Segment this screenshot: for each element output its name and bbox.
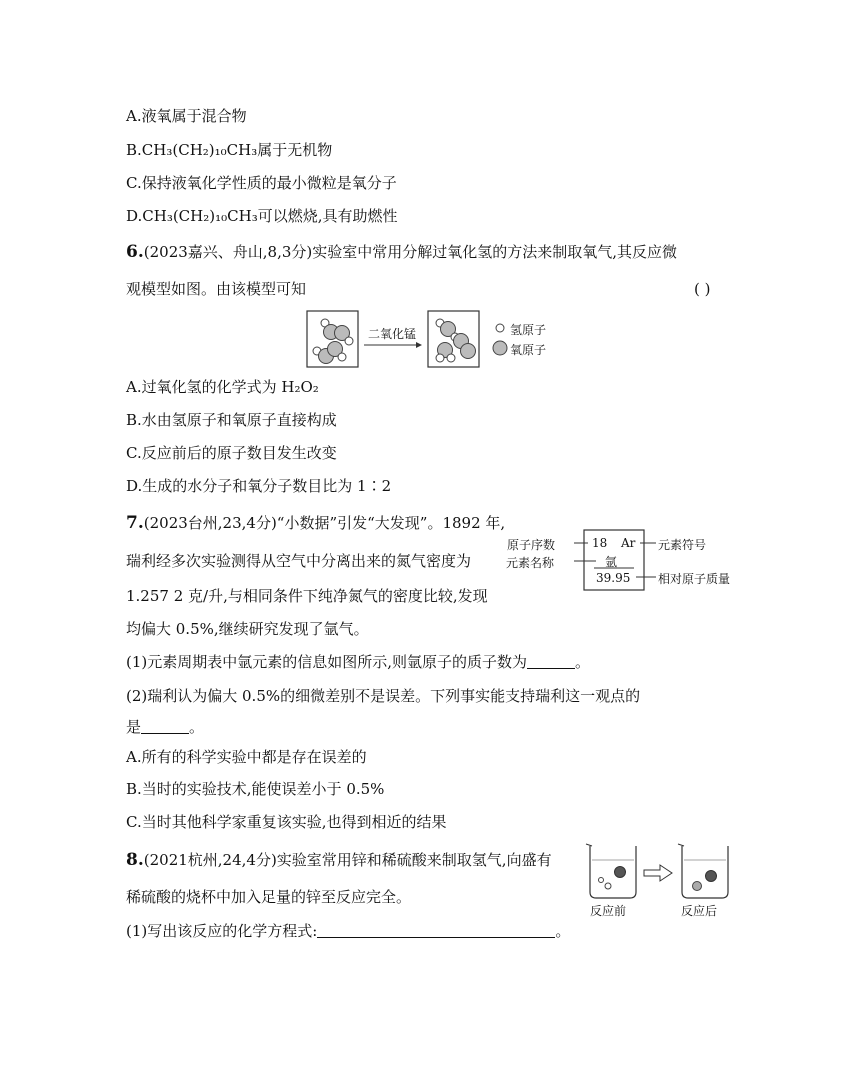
q7-source: (2023台州,23,4分)	[143, 514, 277, 532]
beaker-after	[678, 844, 728, 898]
q7-sub2-end: 。	[189, 718, 205, 736]
q8-number: 8.	[126, 850, 144, 870]
element-symbol: Ar	[621, 536, 636, 550]
q6-molecule-figure	[306, 308, 566, 370]
q7-option-c: C.当时其他科学家重复该实验,也得到相近的结果	[126, 813, 447, 831]
q7-sub1-text: (1)元素周期表中氩元素的信息如图所示,则氩原子的质子数为	[126, 653, 528, 671]
q6-stem1: 实验室中常用分解过氧化氢的方法来制取氧气,其反应微	[312, 243, 678, 261]
q6-option-b: B.水由氢原子和氧原子直接构成	[126, 411, 337, 429]
q7-stem-line1	[126, 513, 505, 533]
q8-sub1-answer-blank[interactable]	[317, 922, 555, 938]
hydrogen-legend-icon	[496, 324, 504, 332]
q8-source: (2021杭州,24,4分)	[143, 851, 277, 869]
atomic-number-value: 18	[592, 536, 608, 550]
q6-legend-hydrogen: 氢原子	[510, 323, 547, 337]
q7-sub1-end: 。	[575, 653, 591, 671]
reactant-molecules	[313, 319, 353, 364]
q7-stem-line4: 均偏大 0.5%,继续研究发现了氩气。	[126, 620, 369, 638]
beaker-before	[586, 844, 636, 898]
beaker-after-label: 反应后	[681, 904, 718, 918]
q8-stem1: 实验室常用锌和稀硫酸来制取氢气,向盛有	[276, 851, 552, 869]
q7-number: 7.	[126, 513, 144, 533]
q8-stem-line2: 稀硫酸的烧杯中加入足量的锌至反应完全。	[126, 888, 412, 906]
q7-option-a: A.所有的科学实验中都是存在误差的	[126, 748, 367, 766]
q6-answer-paren: ( )	[694, 280, 711, 298]
q5-option-d: D.CH₃(CH₂)₁₀CH₃可以燃烧,具有助燃性	[126, 207, 398, 225]
reaction-arrow-icon	[644, 865, 672, 881]
q5-option-c: C.保持液氧化学性质的最小微粒是氧分子	[126, 174, 397, 192]
q6-arrow-label: 二氧化锰	[368, 327, 417, 341]
q7-option-b: B.当时的实验技术,能使误差小于 0.5%	[126, 780, 385, 798]
atomic-number-label: 原子序数	[507, 538, 556, 552]
q7-stem-line3: 1.257 2 克/升,与相同条件下纯净氮气的密度比较,发现	[126, 587, 488, 605]
q8-stem-line1	[126, 850, 552, 870]
q6-option-d: D.生成的水分子和氧分子数目比为 1∶2	[126, 477, 392, 495]
beaker-before-label: 反应前	[590, 904, 627, 918]
q7-sub2-line2	[126, 717, 204, 737]
q6-stem-line2: 观模型如图。由该模型可知	[126, 280, 307, 298]
q7-sub1	[126, 652, 590, 672]
q6-option-a: A.过氧化氢的化学式为 H₂O₂	[126, 378, 319, 396]
symbol-label: 元素符号	[658, 538, 707, 552]
q6-number: 6.	[126, 242, 144, 262]
q8-sub1-text: (1)写出该反应的化学方程式:	[126, 922, 318, 940]
q5-option-b: B.CH₃(CH₂)₁₀CH₃属于无机物	[126, 141, 333, 159]
q7-sub2-answer-blank[interactable]	[141, 718, 189, 734]
element-name: 氩	[605, 555, 618, 569]
element-name-label: 元素名称	[506, 556, 555, 570]
q6-option-c: C.反应前后的原子数目发生改变	[126, 444, 337, 462]
q7-stem1: “小数据”引发“大发现”。1892 年,	[276, 514, 506, 532]
q5-option-a: A.液氧属于混合物	[126, 107, 247, 125]
q7-sub2-text: 是	[126, 718, 142, 736]
q7-stem-line2: 瑞利经多次实验测得从空气中分离出来的氮气密度为	[126, 552, 472, 570]
q7-sub2-line1: (2)瑞利认为偏大 0.5%的细微差别不是误差。下列事实能支持瑞利这一观点的	[126, 687, 641, 705]
mass-label: 相对原子质量	[658, 572, 731, 586]
q8-sub1	[126, 921, 570, 941]
oxygen-legend-icon	[493, 341, 507, 355]
q8-sub1-end: 。	[555, 922, 571, 940]
product-molecules	[436, 319, 476, 362]
q6-stem-line1	[126, 242, 677, 262]
q6-legend-oxygen: 氧原子	[510, 343, 547, 357]
q8-beaker-figure	[584, 840, 734, 902]
atomic-mass: 39.95	[596, 571, 631, 585]
q6-source: (2023嘉兴、舟山,8,3分)	[143, 243, 313, 261]
q7-sub1-answer-blank[interactable]	[527, 653, 575, 669]
